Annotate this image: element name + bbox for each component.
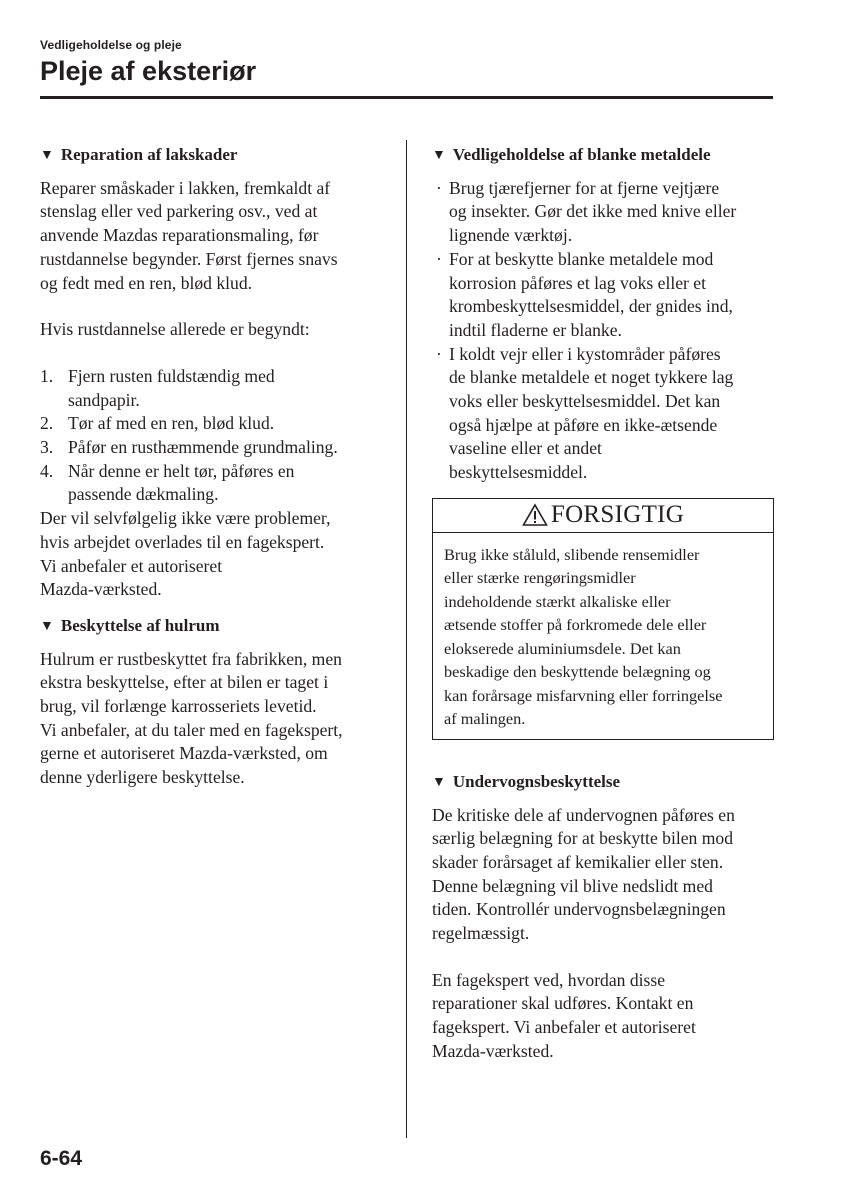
metal-care-list <box>432 177 774 485</box>
right-column <box>432 143 774 1064</box>
paragraph-cavity: Hulrum er rustbeskyttet fra fabrikken, men ekstra beskyttelse, efter at bilen er taget i brug, vil forlænge karrosseriets levetid. Vi anbefaler, at du taler med en fagekspert, gerne et autoriseret Mazda-værksted, om denne yderligere beskyttelse. <box>40 648 343 788</box>
heading-metal-parts: ▼ Vedligeholdelse af blanke metaldele <box>432 143 774 167</box>
header-rule <box>40 96 773 99</box>
list-item: 1. Fjern rusten fuldstændig med sandpapir. <box>40 365 275 410</box>
column-divider <box>406 140 407 1138</box>
section-label: Vedligeholdelse og pleje <box>40 38 182 52</box>
paragraph-rust-started: Hvis rustdannelse allerede er begyndt: <box>40 319 310 340</box>
repair-steps-list <box>40 365 392 507</box>
list-item: 4. Når denne er helt tør, påføres en passende dækmaling. <box>40 460 295 505</box>
caution-label: FORSIGTIG <box>550 501 685 529</box>
heading-underbody: ▼ Undervognsbeskyttelse <box>432 770 774 794</box>
caution-box <box>432 498 774 740</box>
down-triangle-icon: ▼ <box>432 774 446 790</box>
list-item: 2. Tør af med en ren, blød klud. <box>40 413 275 434</box>
page-title: Pleje af eksteriør <box>40 56 257 86</box>
caution-text: Brug ikke ståluld, slibende rensemidler eller stærke rengøringsmidler indeholdende stærkt alkaliske eller ætsende stoffer på forkromede dele eller elokserede aluminiumsdele. Det kan beskadige den beskyttende belægning og kan forårsage misfarvning eller forringelse af malingen. <box>444 544 723 729</box>
page-number: 6-64 <box>40 1147 83 1170</box>
list-item: 3. Påfør en rusthæmmende grundmaling. <box>40 437 338 458</box>
down-triangle-icon: ▼ <box>432 148 446 163</box>
list-item: · I koldt vejr eller i kystområder påføres de blanke metaldele et noget tykkere lag voks eller beskyttelsesmiddel. Det kan også hjælpe at påføre en ikke-ætsende vaseline eller et andet beskyttelsesmiddel. <box>436 343 734 483</box>
list-item: · Brug tjærefjerner for at fjerne vejtjære og insekter. Gør det ikke med knive eller lignende værktøj. <box>436 177 737 246</box>
caution-header <box>433 499 773 533</box>
heading-cavity-protection: ▼ Beskyttelse af hulrum <box>40 614 392 638</box>
down-triangle-icon: ▼ <box>40 148 54 163</box>
list-item: · For at beskytte blanke metaldele mod korrosion påføres et lag voks eller et krombeskyttelsesmiddel, der gnides ind, indtil fladerne er blanke. <box>436 248 733 340</box>
paragraph-paint-repair: Reparer småskader i lakken, fremkaldt af stenslag eller ved parkering osv., ved at anvende Mazdas reparationsmaling, før rustdannelse begynder. Først fjernes snavs og fedt med en ren, blød klud. <box>40 177 338 293</box>
paragraph-underbody-expert: En fagekspert ved, hvordan disse reparationer skal udføres. Kontakt en fagekspert. Vi anbefaler et autoriseret Mazda-værksted. <box>432 969 696 1061</box>
heading-paint-repair: ▼ Reparation af lakskader <box>40 143 392 167</box>
paragraph-underbody: De kritiske dele af undervognen påføres en særlig belægning for at beskytte bilen mod skader forårsaget af kemikalier eller sten. Denne belægning vil blive nedslidt med tiden. Kontrollér undervognsbelægningen regelmæssigt. <box>432 804 735 944</box>
down-triangle-icon: ▼ <box>40 618 54 634</box>
paragraph-expert: Der vil selvfølgelig ikke være problemer, hvis arbejdet overlades til en fagekspert. Vi anbefaler et autoriseret Mazda-værksted. <box>40 508 331 600</box>
left-column <box>40 143 392 790</box>
warning-triangle-icon <box>522 503 548 527</box>
